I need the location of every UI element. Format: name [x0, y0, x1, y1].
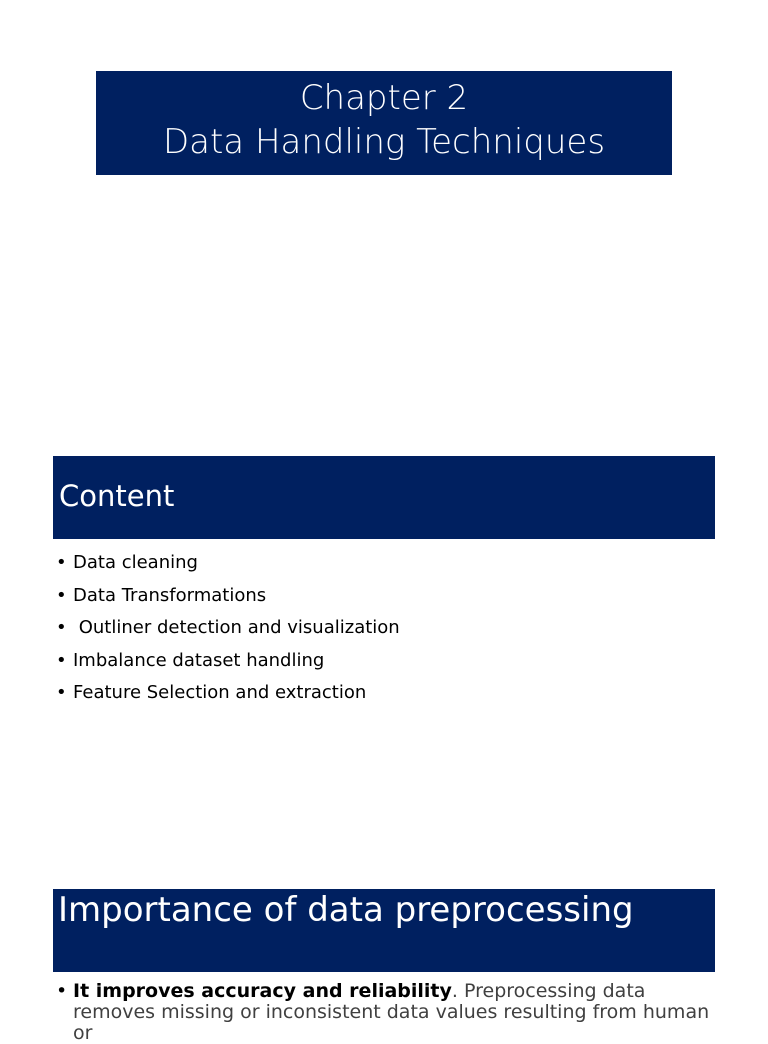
- importance-bullet: [56, 981, 716, 1044]
- chapter-number: Chapter 2: [299, 78, 469, 118]
- list-item: • Imbalance dataset handling: [56, 645, 400, 678]
- list-item: • Data cleaning: [56, 547, 400, 580]
- importance-bullet-bold: It improves accuracy and reliability: [73, 980, 452, 1002]
- importance-bullet-body: . Preprocessing data removes missing or inconsistent data values resulting from human or: [73, 980, 710, 1044]
- content-section-heading: Content: [53, 456, 715, 539]
- list-item: • Feature Selection and extraction: [56, 677, 400, 710]
- bullet-icon: •: [56, 682, 67, 703]
- bullet-icon: •: [56, 649, 67, 671]
- chapter-title-banner: [96, 71, 672, 175]
- bullet-icon: •: [56, 584, 67, 606]
- list-item: • Data Transformations: [56, 580, 400, 613]
- bullet-icon: •: [56, 980, 68, 1002]
- importance-bullet-text: [56, 981, 716, 1044]
- bullet-icon: •: [56, 552, 67, 573]
- content-list: [56, 547, 400, 710]
- bullet-icon: •: [56, 617, 67, 638]
- importance-section-heading: Importance of data preprocessing: [53, 889, 715, 972]
- chapter-title: Data Handling Techniques: [162, 122, 606, 162]
- list-item: • Outliner detection and visualization: [56, 612, 400, 645]
